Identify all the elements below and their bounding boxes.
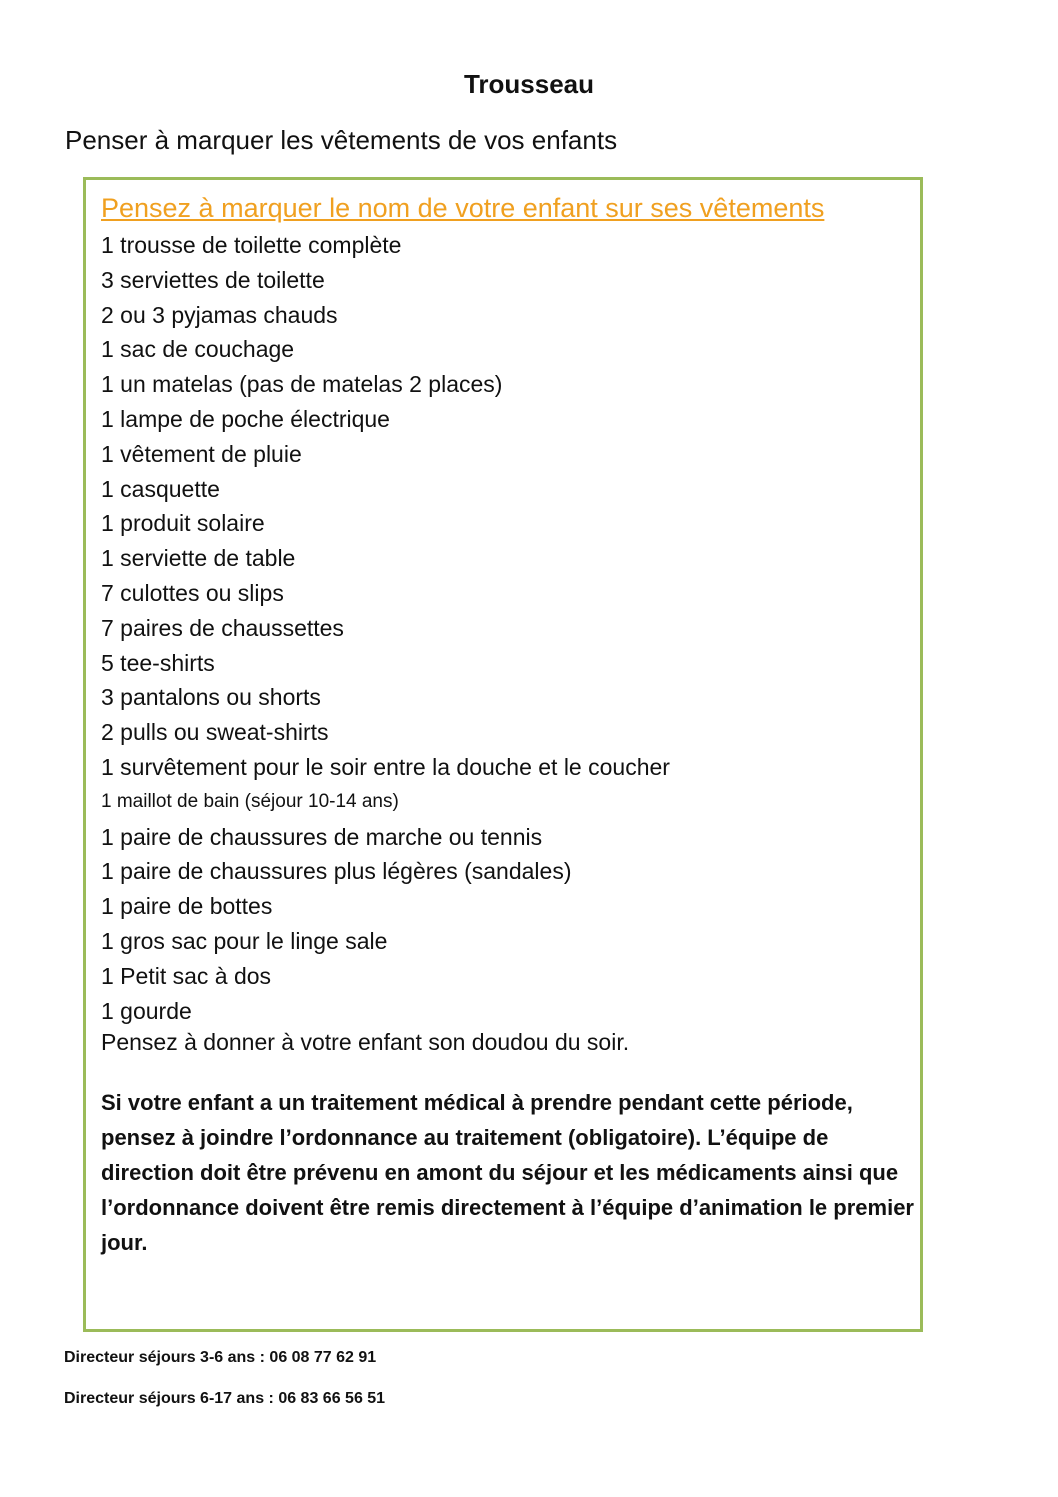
list-item: 1 vêtement de pluie [101, 440, 302, 467]
contact-director-6-17: Directeur séjours 6-17 ans : 06 83 66 56 51 [64, 1390, 386, 1407]
list-item: 1 paire de chaussures de marche ou tennis [101, 823, 543, 850]
box-heading: Pensez à marquer le nom de votre enfant sur ses vêtements [101, 193, 825, 223]
list-item: 3 pantalons ou shorts [101, 684, 321, 711]
list-item: 1 trousse de toilette complète [101, 232, 402, 258]
list-item: 1 survêtement pour le soir entre la douche et le coucher [101, 753, 670, 780]
list-item: 1 sac de couchage [101, 336, 295, 363]
list-item: 1 produit solaire [101, 510, 265, 537]
list-item: 1 maillot de bain (séjour 10-14 ans) [101, 790, 399, 812]
list-item: 1 gourde [101, 997, 192, 1024]
page-subtitle: Penser à marquer les vêtements de vos enfants [65, 125, 618, 155]
list-item: 1 serviette de table [101, 545, 296, 572]
item-list [101, 228, 670, 1028]
list-item: 2 ou 3 pyjamas chauds [101, 301, 338, 328]
list-item: 7 culottes ou slips [101, 579, 284, 606]
list-item: 1 paire de chaussures plus légères (sandales) [101, 858, 572, 885]
list-item: 3 serviettes de toilette [101, 266, 325, 293]
doudou-note: Pensez à donner à votre enfant son doudou du soir. [101, 1029, 630, 1055]
list-item: 1 un matelas (pas de matelas 2 places) [101, 371, 503, 398]
list-item: 1 lampe de poche électrique [101, 405, 390, 432]
contact-director-3-6: Directeur séjours 3-6 ans : 06 08 77 62 91 [64, 1349, 377, 1366]
list-item: 1 Petit sac à dos [101, 962, 272, 989]
list-item: 7 paires de chaussettes [101, 614, 344, 641]
medical-note: Si votre enfant a un traitement médical à prendre pendant cette période, pensez à joindre l’ordonnance au traitement (obligatoire). L’équipe de direction doit être prévenu en amont du séjour et les médicaments ainsi que l’ordonnance doivent être remis directement à l’équipe d’animation le premier jour. [101, 1090, 914, 1255]
list-item: 1 gros sac pour le linge sale [101, 927, 388, 954]
list-item: 1 casquette [101, 475, 220, 502]
trousseau-box [83, 177, 923, 1332]
page-title: Trousseau [463, 69, 595, 99]
list-item: 2 pulls ou sweat-shirts [101, 719, 329, 746]
list-item: 1 paire de bottes [101, 893, 273, 920]
list-item: 5 tee-shirts [101, 649, 215, 676]
